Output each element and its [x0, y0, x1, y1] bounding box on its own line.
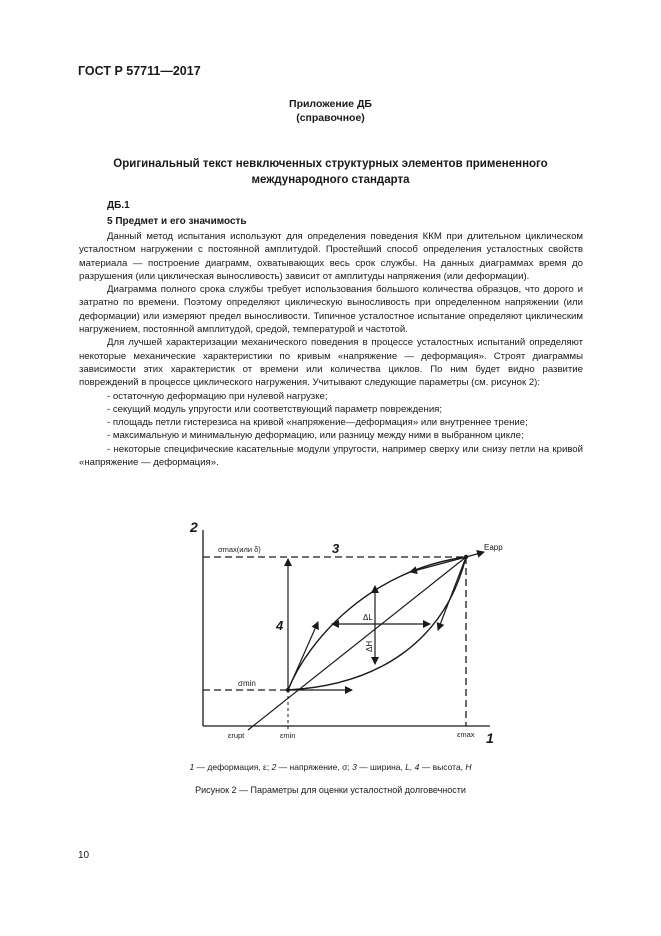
legend-n2: 2	[271, 762, 277, 772]
annex-subtitle: (справочное)	[296, 112, 365, 124]
e-app-label: Eapp	[484, 543, 503, 552]
legend-n1: 1	[189, 762, 195, 772]
list-item: - максимальную и минимальную деформацию, или разницу между ними в выбранном цикле;	[107, 430, 524, 442]
legend-t1: — деформация, ε;	[194, 762, 272, 772]
paragraph: Данный метод испытания используют для определения поведения ККМ при длительном циклическом усталостном нагружении с постоянной амплитудой. Простейший способ определения усталостных свойств материала — построение диаграмм, охватывающих весь срок службы. На данных диаграммах время до разрушения (или циклическая выносливость) зависит от амплитуды напряжения (или деформации).	[79, 231, 583, 282]
label-4: 4	[276, 618, 284, 633]
document-title-line-2: международного стандарта	[251, 174, 410, 186]
legend-n4: L, 4	[405, 762, 420, 772]
list-item: - секущий модуль упругости или соответствующий параметр повреждения;	[107, 403, 443, 415]
point-min	[286, 688, 290, 692]
sigma-max-label: σmax(или δ)	[218, 545, 261, 554]
point-max	[464, 555, 468, 559]
legend-n5: H	[465, 762, 472, 772]
legend-t3: — ширина,	[356, 762, 406, 772]
delta-h-label: ΔH	[365, 640, 374, 652]
list-item: - остаточную деформацию при нулевой нагрузке;	[107, 390, 328, 402]
delta-l-label: ΔL	[363, 613, 373, 622]
eps-rupt-label: εrupt	[228, 731, 245, 740]
tangent-arrow-top-right	[466, 552, 484, 557]
section-number: ДБ.1	[107, 200, 130, 211]
section-title: 5 Предмет и его значимость	[107, 216, 247, 227]
document-title-line-1: Оригинальный текст невключенных структурных элементов примененного	[113, 158, 548, 170]
standard-code: ГОСТ Р 57711—2017	[78, 64, 201, 78]
annex-title: Приложение ДБ	[289, 98, 372, 110]
legend-t2: — напряжение, σ;	[276, 762, 353, 772]
paragraph: Диаграмма полного срока службы требует использования большого количества образцов, что дорого и затратно по времени. Поэтому определяют циклическую выносливость при определенном напряжении (или деформации) или измеряют предел выносливости. Типичное усталостное испытание определяют циклическим нагружением, постоянной амплитудой, средой, температурой и частотой.	[79, 284, 583, 336]
eps-max-label: εmax	[457, 730, 475, 739]
legend-t4: — высота,	[419, 762, 466, 772]
tangent-arrow-upper-branch	[410, 557, 466, 572]
eps-min-label: εmin	[280, 731, 296, 740]
paragraph: Для лучшей характеризации механического поведения в процессе усталостных испытаний определяют некоторые механические характеристики по кривым «напряжение — деформация». Строят диаграммы зависимости этих характеристик от времени или количества циклов. По ним будет видно развитие повреждений в процессе циклического нагружения. Учитывают следующие параметры (см. рисунок 2):	[79, 337, 583, 389]
legend-n3: 3	[352, 762, 357, 772]
list-item: - площадь петли гистерезиса на кривой «напряжение—деформация» или внутреннее трение;	[107, 417, 528, 429]
tangent-arrow-left	[288, 622, 318, 690]
label-3: 3	[332, 541, 340, 556]
list-item: - некоторые специфические касательные модули упругости, например сверху или снизу петли на кривой «напряжение — деформация».	[79, 443, 583, 469]
sigma-min-label: σmin	[238, 679, 256, 688]
figure-caption: Рисунок 2 — Параметры для оценки усталостной долговечности	[195, 785, 466, 795]
axis-x-number: 1	[486, 730, 494, 746]
figure-legend	[0, 762, 661, 772]
secant-line	[248, 557, 466, 730]
axis-y-number: 2	[190, 519, 198, 535]
page-number: 10	[78, 850, 90, 861]
